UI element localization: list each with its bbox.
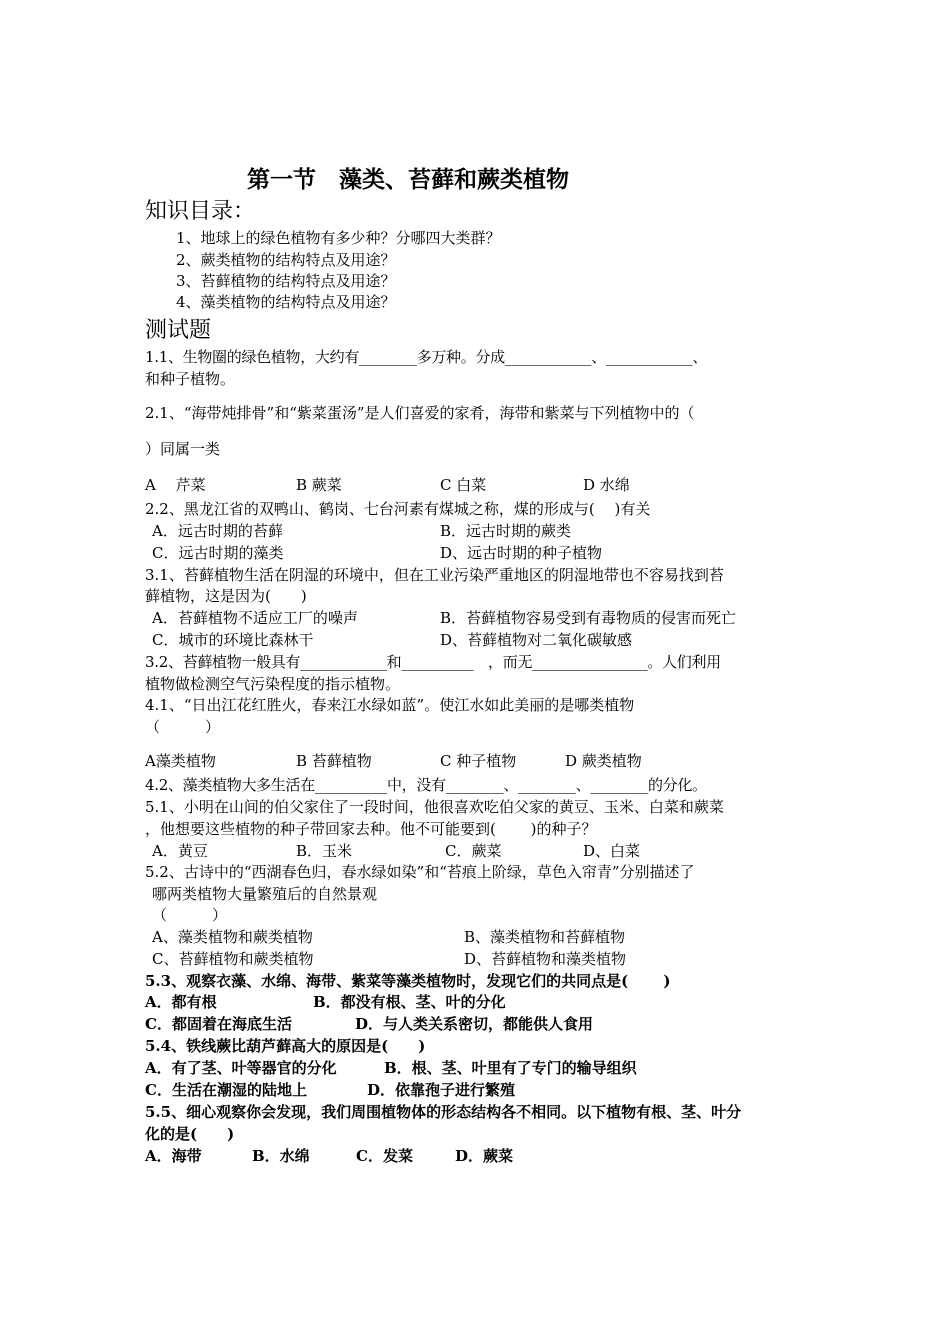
q4-1-line2: （ ） bbox=[145, 718, 221, 736]
q5-1-option-b: B．玉米 bbox=[296, 842, 353, 860]
knowledge-item-1: 1、地球上的绿色植物有多少种？分哪四大类群？ bbox=[176, 229, 501, 247]
q5-3-option-a: A．都有根 bbox=[145, 993, 217, 1011]
q5-1-option-d: D、白菜 bbox=[583, 842, 641, 860]
knowledge-heading: 知识目录： bbox=[145, 199, 256, 224]
q3-1-line1: 3.1、苔藓植物生活在阴湿的环境中，但在工业污染严重地区的阴湿地带也不容易找到苔 bbox=[145, 566, 724, 584]
q4-1-option-b: B 苔藓植物 bbox=[296, 752, 372, 770]
q2-2-option-d: D、远古时期的种子植物 bbox=[440, 544, 603, 562]
q5-3-option-c: C．都固着在海底生活 bbox=[145, 1015, 292, 1033]
q2-1-option-a: A 芹菜 bbox=[145, 476, 206, 494]
q5-2-line1: 5.2、古诗中的“西湖春色归，春水绿如染”和“苔痕上阶绿，草色入帘青”分别描述了 bbox=[145, 863, 695, 881]
q5-2-line3: （ ） bbox=[152, 906, 228, 924]
q5-1-option-a: A．黄豆 bbox=[152, 842, 208, 860]
q5-4-option-c: C．生活在潮湿的陆地上 bbox=[145, 1081, 307, 1099]
knowledge-item-4: 4、藻类植物的结构特点及用途？ bbox=[176, 293, 396, 311]
q5-5-option-c: C．发菜 bbox=[356, 1147, 413, 1165]
q4-1-option-d: D 蕨类植物 bbox=[565, 752, 642, 770]
q5-5-option-b: B．水绵 bbox=[252, 1147, 310, 1165]
q5-1-line1: 5.1、小明在山间的伯父家住了一段时间，他很喜欢吃伯父家的黄豆、玉米、白菜和蕨菜 bbox=[145, 798, 724, 816]
q4-1-option-a: A藻类植物 bbox=[145, 752, 216, 770]
page-title: 第一节 藻类、苔藓和蕨类植物 bbox=[247, 167, 569, 193]
q5-4-option-a: A．有了茎、叶等器官的分化 bbox=[145, 1059, 337, 1077]
q5-3-option-d: D．与人类关系密切，都能供人食用 bbox=[355, 1015, 594, 1033]
q5-3-option-b: B．都没有根、茎、叶的分化 bbox=[313, 993, 506, 1011]
q4-1-line1: 4.1、“日出江花红胜火，春来江水绿如蓝”。使江水如此美丽的是哪类植物 bbox=[145, 696, 635, 714]
q5-2-option-b: B、藻类植物和苔藓植物 bbox=[464, 928, 626, 946]
q1-1-line1: 1.1、生物圈的绿色植物，大约有________多万种。分成____________、____________、 bbox=[145, 348, 708, 366]
q5-4-line1: 5.4、铁线蕨比葫芦藓高大的原因是( ) bbox=[145, 1037, 426, 1055]
q3-1-line2: 藓植物，这是因为( ) bbox=[145, 587, 307, 605]
q3-1-option-b: B．苔藓植物容易受到有毒物质的侵害而死亡 bbox=[440, 609, 737, 627]
q5-2-option-a: A、藻类植物和蕨类植物 bbox=[152, 928, 313, 946]
q5-1-option-c: C．蕨菜 bbox=[445, 842, 502, 860]
q5-5-line1: 5.5、细心观察你会发现，我们周围植物体的形态结构各不相同。以下植物有根、茎、叶分 bbox=[145, 1103, 742, 1121]
q5-4-option-d: D．依靠孢子进行繁殖 bbox=[367, 1081, 516, 1099]
q2-2-line1: 2.2、黑龙江省的双鸭山、鹤岗、七台河素有煤城之称，煤的形成与( )有关 bbox=[145, 500, 651, 518]
knowledge-item-3: 3、苔藓植物的结构特点及用途？ bbox=[176, 272, 396, 290]
q5-5-option-d: D．蕨菜 bbox=[455, 1147, 514, 1165]
q4-2-line1: 4.2、藻类植物大多生活在__________中，没有________、________、________的分化。 bbox=[145, 776, 707, 794]
q5-2-line2: 哪两类植物大量繁殖后的自然景观 bbox=[152, 885, 378, 903]
q3-1-option-d: D、苔藓植物对二氧化碳敏感 bbox=[440, 631, 633, 649]
q2-1-line2: ）同属一类 bbox=[145, 440, 221, 458]
q2-1-option-b: B 蕨菜 bbox=[296, 476, 342, 494]
q4-1-option-c: C 种子植物 bbox=[440, 752, 517, 770]
q1-1-line2: 和种子植物。 bbox=[145, 370, 236, 388]
q2-1-option-c: C 白菜 bbox=[440, 476, 487, 494]
q3-1-option-c: C．城市的环境比森林干 bbox=[152, 631, 314, 649]
q5-2-option-d: D、苔藓植物和藻类植物 bbox=[464, 950, 627, 968]
q2-1-option-d: D 水绵 bbox=[583, 476, 630, 494]
q2-2-option-b: B．远古时期的蕨类 bbox=[440, 522, 572, 540]
q5-5-option-a: A．海带 bbox=[145, 1147, 202, 1165]
q2-2-option-a: A．远古时期的苔藓 bbox=[152, 522, 283, 540]
q3-2-line2: 植物做检测空气污染程度的指示植物。 bbox=[145, 675, 401, 693]
q3-1-option-a: A．苔藓植物不适应工厂的噪声 bbox=[152, 609, 358, 627]
q5-1-line2: ，他想要这些植物的种子带回家去种。他不可能要到( )的种子？ bbox=[145, 820, 597, 838]
q5-2-option-c: C、苔藓植物和蕨类植物 bbox=[152, 950, 314, 968]
knowledge-item-2: 2、蕨类植物的结构特点及用途？ bbox=[176, 251, 396, 269]
q5-5-line2: 化的是( ) bbox=[145, 1125, 235, 1143]
test-heading: 测试题 bbox=[145, 318, 212, 343]
q2-1-line1: 2.1、“海带炖排骨”和“紫菜蛋汤”是人们喜爱的家肴，海带和紫菜与下列植物中的（ bbox=[145, 404, 695, 422]
q3-2-line1: 3.2、苔藓植物一般具有____________和__________ ，而无________________。人们利用 bbox=[145, 653, 721, 671]
q2-2-option-c: C．远古时期的藻类 bbox=[152, 544, 284, 562]
q5-4-option-b: B．根、茎、叶里有了专门的输导组织 bbox=[384, 1059, 637, 1077]
q5-3-line1: 5.3、观察衣藻、水绵、海带、紫菜等藻类植物时，发现它们的共同点是( ) bbox=[145, 972, 671, 990]
